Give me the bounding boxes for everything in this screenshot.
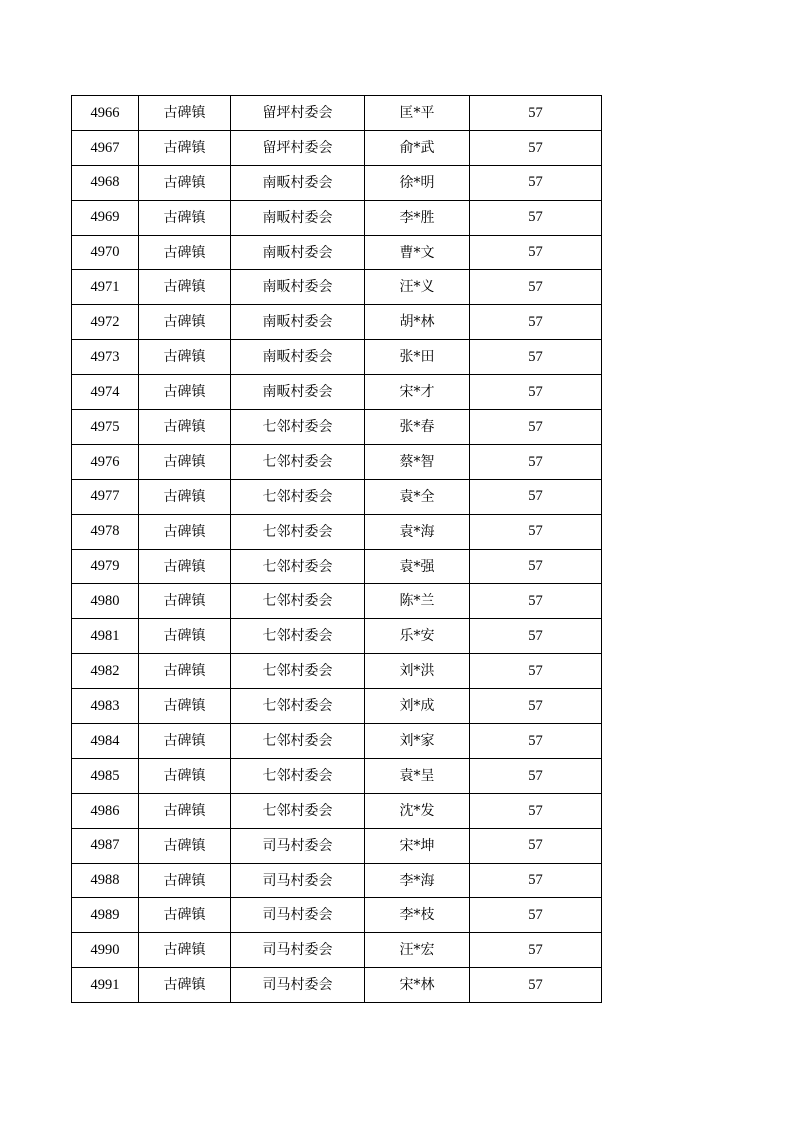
row-number-cell: 4977 [72,479,139,514]
town-cell: 古碑镇 [139,898,231,933]
row-number-cell: 4990 [72,933,139,968]
village-cell: 南畈村委会 [231,375,365,410]
town-cell: 古碑镇 [139,270,231,305]
row-number-cell: 4975 [72,410,139,445]
village-cell: 七邻村委会 [231,793,365,828]
town-cell: 古碑镇 [139,793,231,828]
amount-cell: 57 [470,270,602,305]
table-row [72,619,602,654]
table-row [72,270,602,305]
table-row [72,444,602,479]
table-row [72,584,602,619]
town-cell: 古碑镇 [139,654,231,689]
amount-cell: 57 [470,898,602,933]
table-row [72,235,602,270]
village-cell: 留坪村委会 [231,130,365,165]
person-name-cell: 李*胜 [365,200,470,235]
village-cell: 南畈村委会 [231,340,365,375]
row-number-cell: 4976 [72,444,139,479]
row-number-cell: 4974 [72,375,139,410]
table-body [72,96,602,1003]
amount-cell: 57 [470,305,602,340]
village-cell: 司马村委会 [231,968,365,1003]
amount-cell: 57 [470,793,602,828]
person-name-cell: 陈*兰 [365,584,470,619]
amount-cell: 57 [470,968,602,1003]
person-name-cell: 胡*林 [365,305,470,340]
row-number-cell: 4970 [72,235,139,270]
village-cell: 七邻村委会 [231,444,365,479]
row-number-cell: 4981 [72,619,139,654]
row-number-cell: 4966 [72,96,139,131]
village-cell: 七邻村委会 [231,479,365,514]
village-cell: 七邻村委会 [231,654,365,689]
amount-cell: 57 [470,165,602,200]
person-name-cell: 袁*强 [365,549,470,584]
village-cell: 七邻村委会 [231,549,365,584]
row-number-cell: 4984 [72,724,139,759]
village-cell: 南畈村委会 [231,165,365,200]
town-cell: 古碑镇 [139,444,231,479]
table-row [72,410,602,445]
data-table [71,95,602,1003]
row-number-cell: 4988 [72,863,139,898]
row-number-cell: 4986 [72,793,139,828]
town-cell: 古碑镇 [139,96,231,131]
person-name-cell: 袁*呈 [365,758,470,793]
row-number-cell: 4982 [72,654,139,689]
amount-cell: 57 [470,654,602,689]
table-row [72,968,602,1003]
town-cell: 古碑镇 [139,165,231,200]
person-name-cell: 李*海 [365,863,470,898]
village-cell: 七邻村委会 [231,584,365,619]
table-row [72,479,602,514]
table-row [72,828,602,863]
person-name-cell: 汪*义 [365,270,470,305]
person-name-cell: 蔡*智 [365,444,470,479]
village-cell: 留坪村委会 [231,96,365,131]
town-cell: 古碑镇 [139,933,231,968]
town-cell: 古碑镇 [139,410,231,445]
person-name-cell: 李*枝 [365,898,470,933]
village-cell: 司马村委会 [231,898,365,933]
town-cell: 古碑镇 [139,689,231,724]
village-cell: 南畈村委会 [231,305,365,340]
row-number-cell: 4969 [72,200,139,235]
person-name-cell: 匡*平 [365,96,470,131]
person-name-cell: 汪*宏 [365,933,470,968]
row-number-cell: 4973 [72,340,139,375]
amount-cell: 57 [470,479,602,514]
village-cell: 南畈村委会 [231,270,365,305]
amount-cell: 57 [470,724,602,759]
person-name-cell: 乐*安 [365,619,470,654]
table-row [72,758,602,793]
person-name-cell: 徐*明 [365,165,470,200]
table-row [72,689,602,724]
village-cell: 司马村委会 [231,828,365,863]
town-cell: 古碑镇 [139,130,231,165]
table-row [72,200,602,235]
town-cell: 古碑镇 [139,863,231,898]
row-number-cell: 4971 [72,270,139,305]
town-cell: 古碑镇 [139,758,231,793]
town-cell: 古碑镇 [139,619,231,654]
town-cell: 古碑镇 [139,584,231,619]
village-cell: 南畈村委会 [231,200,365,235]
person-name-cell: 刘*成 [365,689,470,724]
amount-cell: 57 [470,619,602,654]
row-number-cell: 4980 [72,584,139,619]
person-name-cell: 袁*全 [365,479,470,514]
table-row [72,933,602,968]
table-row [72,654,602,689]
village-cell: 南畈村委会 [231,235,365,270]
amount-cell: 57 [470,933,602,968]
person-name-cell: 宋*才 [365,375,470,410]
amount-cell: 57 [470,863,602,898]
person-name-cell: 宋*林 [365,968,470,1003]
person-name-cell: 曹*文 [365,235,470,270]
table-row [72,375,602,410]
table-row [72,514,602,549]
town-cell: 古碑镇 [139,235,231,270]
table-row [72,863,602,898]
table-row [72,165,602,200]
amount-cell: 57 [470,200,602,235]
town-cell: 古碑镇 [139,968,231,1003]
person-name-cell: 张*田 [365,340,470,375]
amount-cell: 57 [470,130,602,165]
amount-cell: 57 [470,235,602,270]
row-number-cell: 4989 [72,898,139,933]
row-number-cell: 4978 [72,514,139,549]
amount-cell: 57 [470,375,602,410]
amount-cell: 57 [470,514,602,549]
town-cell: 古碑镇 [139,340,231,375]
table-row [72,305,602,340]
amount-cell: 57 [470,584,602,619]
row-number-cell: 4979 [72,549,139,584]
table-row [72,724,602,759]
row-number-cell: 4968 [72,165,139,200]
village-cell: 七邻村委会 [231,724,365,759]
amount-cell: 57 [470,758,602,793]
table-row [72,898,602,933]
row-number-cell: 4987 [72,828,139,863]
village-cell: 七邻村委会 [231,758,365,793]
row-number-cell: 4983 [72,689,139,724]
amount-cell: 57 [470,410,602,445]
town-cell: 古碑镇 [139,549,231,584]
table-row [72,549,602,584]
person-name-cell: 沈*发 [365,793,470,828]
town-cell: 古碑镇 [139,724,231,759]
amount-cell: 57 [470,828,602,863]
village-cell: 七邻村委会 [231,514,365,549]
amount-cell: 57 [470,340,602,375]
amount-cell: 57 [470,689,602,724]
village-cell: 七邻村委会 [231,619,365,654]
amount-cell: 57 [470,549,602,584]
village-cell: 七邻村委会 [231,410,365,445]
person-name-cell: 刘*家 [365,724,470,759]
town-cell: 古碑镇 [139,828,231,863]
row-number-cell: 4985 [72,758,139,793]
village-cell: 七邻村委会 [231,689,365,724]
village-cell: 司马村委会 [231,933,365,968]
row-number-cell: 4972 [72,305,139,340]
amount-cell: 57 [470,96,602,131]
person-name-cell: 俞*武 [365,130,470,165]
table-row [72,793,602,828]
town-cell: 古碑镇 [139,514,231,549]
person-name-cell: 袁*海 [365,514,470,549]
person-name-cell: 宋*坤 [365,828,470,863]
town-cell: 古碑镇 [139,375,231,410]
village-cell: 司马村委会 [231,863,365,898]
town-cell: 古碑镇 [139,200,231,235]
row-number-cell: 4967 [72,130,139,165]
town-cell: 古碑镇 [139,305,231,340]
person-name-cell: 张*春 [365,410,470,445]
row-number-cell: 4991 [72,968,139,1003]
table-row [72,96,602,131]
table-row [72,340,602,375]
town-cell: 古碑镇 [139,479,231,514]
amount-cell: 57 [470,444,602,479]
table-row [72,130,602,165]
person-name-cell: 刘*洪 [365,654,470,689]
